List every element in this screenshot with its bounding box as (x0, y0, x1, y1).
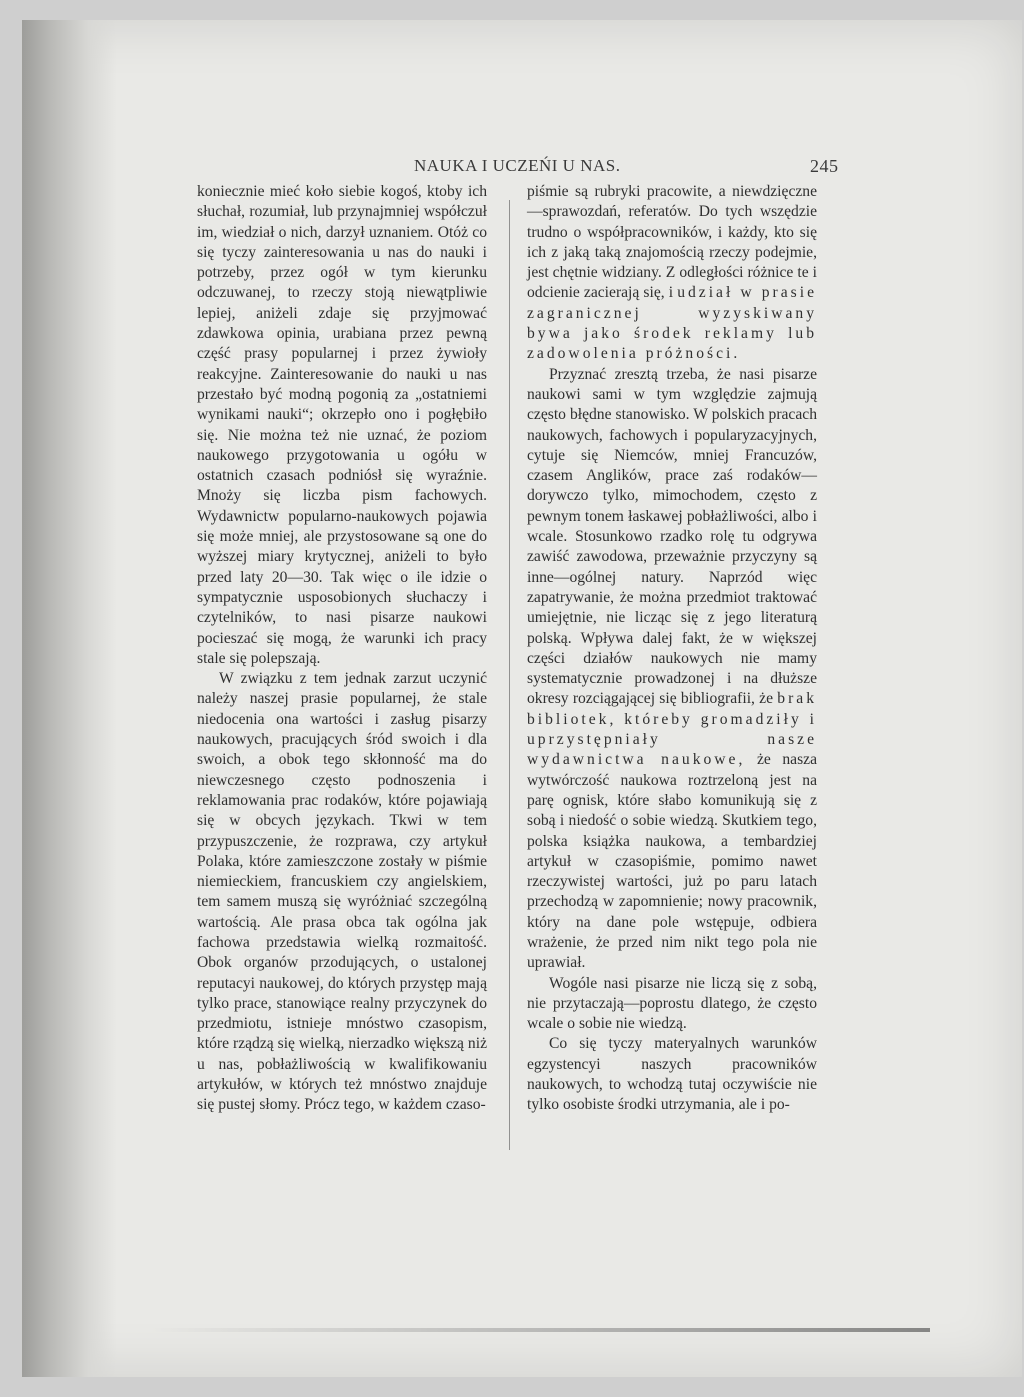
paragraph: Co się tyczy materyalnych warunków egzystencyi naszych pracowników naukowych, to wchodzą tutaj oczywiście nie tylko osobiste środki utrzymania, ale i po- (527, 1035, 817, 1114)
scanned-page (22, 20, 1022, 1377)
paragraph: W związku z tem jednak zarzut uczynić należy naszej prasie popularnej, że stale niedocenia ona wartości i zasług pisarzy naukowych, pracujących śród swoich i dla swoich, a obok tego skłonność ma do niewczesnego często podnoszenia i reklamowania prac rodaków, które pojawiają się w obcych językach. Tkwi w tem przypuszczenie, że rozprawa, czy artykuł Polaka, które zamieszczone zostały w piśmie niemieckiem, francuskiem czy angielskiem, tem samem muszą się wyróżniać szczególną wartością. Ale prasa obca tak ogólna jak fachowa przedstawia wielką rozmaitość. Obok organów przodujących, o ustalonej reputacyi naukowej, do których przystęp mają tylko prace, stanowiące realny przyczynek do przedmiotu, istnieje mnóstwo czasopism, które rządzą się wielką, nierzadko większą niż u nas, pobłażliwością w kwalifikowaniu artykułów, w których też mnóstwo znajduje się pustej słomy. Prócz tego, w każdem czaso- (197, 670, 487, 1114)
scan-edge-shadow (150, 1328, 930, 1332)
page-number: 245 (810, 156, 839, 176)
emphasized-text: udział w prasie zagranicznej wyzyskiwany bywa jako środek reklamy lub zadowolenia próżności. (527, 284, 817, 363)
left-text-column (197, 182, 487, 1116)
column-divider (509, 200, 510, 1150)
right-text-column (527, 182, 817, 1116)
paragraph (527, 365, 817, 974)
paragraph (527, 182, 817, 365)
paragraph-text: piśmie są rubryki pracowite, a niewdzięczne—sprawozdań, referatów. Do tych wszędzie trudno o współpracowników, i każdy, kto się ich z jaką taką znajomością rzeczy podejmie, jest chętnie widziany. Z odległości różnice te i odcienie zacierają się, i (527, 183, 817, 302)
paragraph-text: że nasza wytwórczość naukowa roztrzeloną jest na parę ognisk, które słabo komunikują się z sobą i niedość o sobie wiedzą. Skutkiem tego, polska książka naukowa, a tembardziej artykuł w czasopiśmie, pomimo nawet rzeczywistej wartości, już po paru latach przechodzą w zapomnienie; nowy pracownik, który na dane pole wstępuje, odbiera wrażenie, że przed nim nikt tego pola nie uprawiał. (527, 751, 817, 972)
running-title: NAUKA I UCZEŃI U NAS. (414, 156, 621, 175)
paragraph: Wogóle nasi pisarze nie liczą się z sobą, nie przytaczają—poprostu dlatego, że często wcale o sobie nie wiedzą. (527, 974, 817, 1033)
emphasized-text: brak bibliotek, któreby gromadziły i uprzystępniały nasze wydawnictwa naukowe, (527, 690, 817, 769)
page-binding-shadow (22, 20, 117, 1377)
paragraph-text: Przyznać zresztą trzeba, że nasi pisarze naukowi sami w tym względzie zajmują często błędne stanowisko. W polskich pracach naukowych, fachowych i popularyzacyjnych, cytuje się Niemców, mniej Francuzów, czasem Anglików, prace zaś rodaków—dorywczo tylko, mimochodem, często z pewnym tonem łaskawej pobłażliwości, albo i wcale. Stosunkowo rzadko rolę tu odgrywa zawiść zawodowa, przeważnie przyczyny są inne—ogólnej natury. Naprzód więc zapatrywanie, że można przedmiot traktować umiejętnie, nie licząc się z jego literaturą polską. Wpływa dalej fakt, że w większej części działów naukowych nie mamy systematycznie prowadzonej i na dłuższe okresy rozciągającej się bibliografii, że (527, 365, 817, 708)
paragraph: koniecznie mieć koło siebie kogoś, ktoby ich słuchał, rozumiał, lub przynajmniej współczuł im, wiedział o nich, darzył uznaniem. Otóż co się tyczy zainteresowania u nas do nauki i potrzeby, przez ogół w tym kierunku odczuwanej, to rzeczy stoją niewątpliwie lepiej, aniżeli zdaje się przyjmować zdawkowa opinia, urabiana przez pewną część prasy popularnej i przez żywioły reakcyjne. Zainteresowanie do nauki u nas przestało być modną pogonią za „ostatniemi wynikami nauki“; okrzepło ono i pogłębiło się. Nie można też nie uznać, że poziom naukowego przygotowania u ogółu w ostatnich czasach podniósł się wyraźnie. Mnoży się liczba pism fachowych. Wydawnictw popularno-naukowych pojawia się może mniej, ale przystosowane są one do wyższej miary krytycznej, aniżeli to było przed laty 20—30. Tak więc o ile idzie o sympatycznie usposobionych słuchaczy i czytelników, to nasi pisarze naukowi pocieszać się mogą, że warunki ich pracy stale się polepszają. (197, 183, 487, 667)
